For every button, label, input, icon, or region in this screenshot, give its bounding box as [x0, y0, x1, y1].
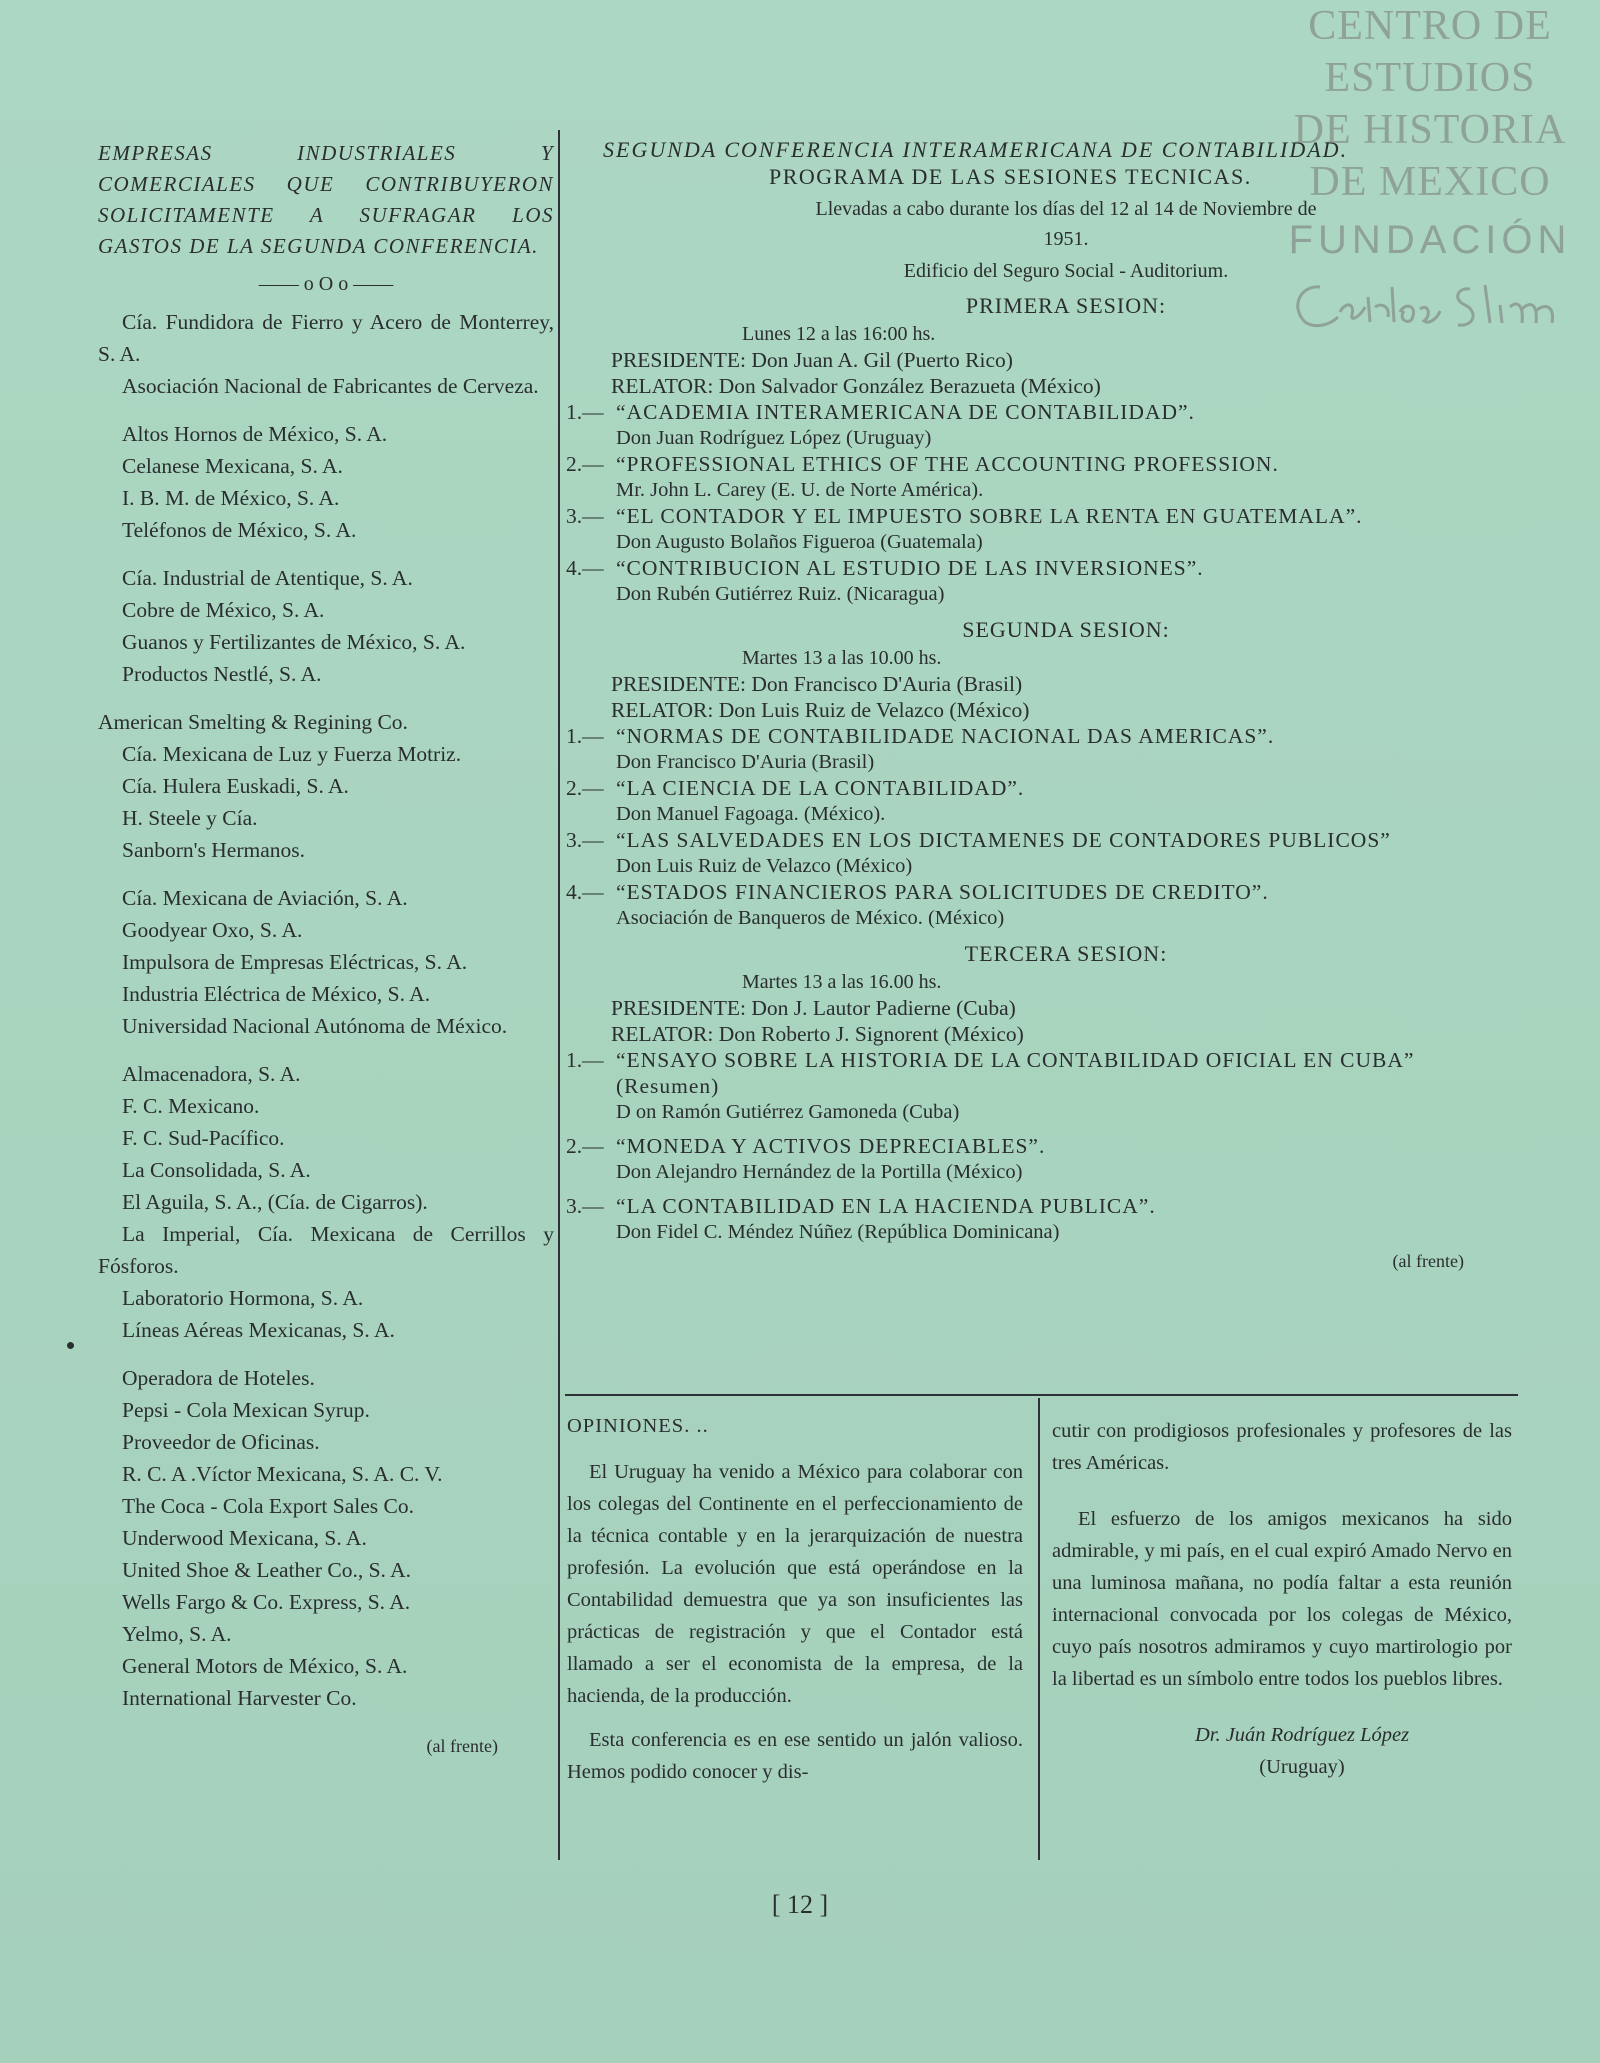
talk-title: “LAS SALVEDADES EN LOS DICTAMENES DE CONTADORES PUBLICOS”	[616, 828, 1391, 852]
opinion-paragraph: Esta conferencia es en ese sentido un jalón valioso. Hemos podido conocer y dis-	[567, 1729, 1023, 1783]
sessions-list	[566, 291, 1516, 1245]
program-section	[566, 136, 1516, 1272]
contributor-item: R. C. A .Víctor Mexicana, S. A. C. V.	[122, 1462, 443, 1486]
talk-number: 3.—	[566, 828, 604, 852]
opinions-column-left	[567, 1410, 1023, 1800]
talk-item	[566, 723, 1516, 775]
program-title: SEGUNDA CONFERENCIA INTERAMERICANA DE CONTABILIDAD.	[603, 137, 1349, 162]
session-president: PRESIDENTE: Don J. Lautor Padierne (Cuba)	[611, 996, 1016, 1020]
talk-item	[566, 1133, 1516, 1185]
watermark-line: CENTRO DE	[1308, 3, 1552, 49]
opinion-paragraph: El Uruguay ha venido a México para colaborar con los colegas del Continente en el perfeccionamiento de la técnica contable y en la jerarquización de nuestra profesión. La evolución que está operándose en la Contabilidad demuestra que ya son insuficientes las prácticas de registración y que el Contador está llamado a ser el economista de la empresa, de la hacienda, de la producción.	[567, 1461, 1023, 1707]
watermark-fundacion: FUNDACIÓN	[1288, 218, 1572, 262]
ink-mark	[66, 1341, 75, 1350]
talk-author: Mr. John L. Carey (E. U. de Norte América).	[616, 479, 984, 501]
talk-title: “PROFESSIONAL ETHICS OF THE ACCOUNTING PROFESSION.	[616, 452, 1279, 476]
contributor-item: Industria Eléctrica de México, S. A.	[122, 982, 431, 1006]
talk-number: 2.—	[566, 452, 604, 476]
continued-note: (al frente)	[426, 1736, 498, 1756]
opinion-paragraph: El esfuerzo de los amigos mexicanos ha sido admirable, y mi país, en el cual expiró Amado Nervo en una luminosa mañana, no podía faltar a esta reunión internacional convocada por los colegas de México, cuyo país nosotros admiramos y cuyo martirologio por la libertad es un símbolo entre todos los pueblos libres.	[1052, 1508, 1512, 1690]
contributor-item: International Harvester Co.	[122, 1686, 357, 1710]
contributor-item: F. C. Mexicano.	[122, 1094, 260, 1118]
column-rule	[1038, 1398, 1040, 1860]
column-rule	[558, 130, 560, 1860]
talk-number: 2.—	[566, 776, 604, 800]
signature-name: Dr. Juán Rodríguez López	[1194, 1724, 1410, 1746]
section-rule	[565, 1394, 1518, 1396]
contributor-item: Sanborn's Hermanos.	[122, 838, 306, 862]
talk-author: Don Rubén Gutiérrez Ruiz. (Nicaragua)	[616, 583, 945, 605]
talk-item	[566, 399, 1516, 451]
contributor-item: La Imperial, Cía. Mexicana de Cerrillos y Fósforos.	[98, 1222, 554, 1278]
talk-number: 1.—	[566, 1048, 604, 1072]
contributor-item: Pepsi - Cola Mexican Syrup.	[122, 1398, 370, 1422]
talk-item	[566, 1047, 1516, 1125]
contributor-group	[98, 706, 554, 866]
contributor-item: Proveedor de Oficinas.	[122, 1430, 320, 1454]
contributor-item: American Smelting & Regining Co.	[98, 710, 408, 734]
contributor-item: Universidad Nacional Autónoma de México.	[122, 1014, 508, 1038]
talk-title: “NORMAS DE CONTABILIDADE NACIONAL DAS AMERICAS”.	[616, 724, 1275, 748]
talk-title: “CONTRIBUCION AL ESTUDIO DE LAS INVERSIONES”.	[616, 556, 1204, 580]
separator: —— o O o ——	[258, 273, 394, 295]
spacer	[566, 1125, 1516, 1133]
talk-title: “ACADEMIA INTERAMERICANA DE CONTABILIDAD”.	[616, 400, 1195, 424]
contributors-list	[98, 306, 554, 1714]
talk-number: 3.—	[566, 504, 604, 528]
talk-number: 4.—	[566, 556, 604, 580]
session-relator: RELATOR: Don Luis Ruiz de Velazco (México)	[611, 698, 1030, 722]
contributor-item: Líneas Aéreas Mexicanas, S. A.	[122, 1318, 395, 1342]
contributor-group	[98, 306, 554, 402]
session-president: PRESIDENTE: Don Francisco D'Auria (Brasil)	[611, 672, 1023, 696]
contributor-group	[98, 1362, 554, 1714]
contributor-item: General Motors de México, S. A.	[122, 1654, 408, 1678]
talk-title: “MONEDA Y ACTIVOS DEPRECIABLES”.	[616, 1134, 1046, 1158]
contributors-column	[98, 138, 554, 1762]
session-relator: RELATOR: Don Roberto J. Signorent (México)	[611, 1022, 1024, 1046]
contributor-item: Yelmo, S. A.	[122, 1622, 232, 1646]
contributor-group	[98, 418, 554, 546]
contributor-item: Operadora de Hoteles.	[122, 1366, 315, 1390]
contributor-item: Productos Nestlé, S. A.	[122, 662, 322, 686]
talk-item	[566, 451, 1516, 503]
spacer	[566, 1185, 1516, 1193]
contributor-item: La Consolidada, S. A.	[122, 1158, 311, 1182]
contributor-group	[98, 1058, 554, 1346]
contributor-item: Guanos y Fertilizantes de México, S. A.	[122, 630, 466, 654]
contributor-item: H. Steele y Cía.	[122, 806, 258, 830]
talk-author: Don Francisco D'Auria (Brasil)	[616, 751, 875, 773]
contributor-item: F. C. Sud-Pacífico.	[122, 1126, 285, 1150]
talk-item	[566, 827, 1516, 879]
contributor-item: Wells Fargo & Co. Express, S. A.	[122, 1590, 411, 1614]
program-dates: Llevadas a cabo durante los días del 12 al 14 de Noviembre de 1951.	[815, 198, 1317, 250]
session-relator: RELATOR: Don Salvador González Berazueta (México)	[611, 374, 1101, 398]
opinions-title: OPINIONES. ..	[567, 1415, 709, 1437]
contributor-item: El Aguila, S. A., (Cía. de Cigarros).	[122, 1190, 428, 1214]
talk-item	[566, 879, 1516, 931]
contributor-item: Altos Hornos de México, S. A.	[122, 422, 388, 446]
contributor-item: Asociación Nacional de Fabricantes de Cerveza.	[122, 374, 539, 398]
contributor-item: Laboratorio Hormona, S. A.	[122, 1286, 364, 1310]
contributor-item: Almacenadora, S. A.	[122, 1062, 301, 1086]
talk-item	[566, 503, 1516, 555]
signature-country: (Uruguay)	[1259, 1756, 1345, 1778]
talk-number: 4.—	[566, 880, 604, 904]
talk-title: “ENSAYO SOBRE LA HISTORIA DE LA CONTABILIDAD OFICIAL EN CUBA” (Resumen)	[616, 1048, 1415, 1098]
talk-number: 2.—	[566, 1134, 604, 1158]
contributors-heading: EMPRESAS INDUSTRIALES Y COMERCIALES QUE CONTRIBUYERON SOLICITAMENTE A SUFRAGAR LOS GASTOS DE LA SEGUNDA CONFERENCIA.	[98, 141, 554, 258]
talk-author: D on Ramón Gutiérrez Gamoneda (Cuba)	[616, 1101, 960, 1123]
talk-author: Don Manuel Fagoaga. (México).	[616, 803, 886, 825]
talk-title: “ESTADOS FINANCIEROS PARA SOLICITUDES DE CREDITO”.	[616, 880, 1269, 904]
contributor-item: United Shoe & Leather Co., S. A.	[122, 1558, 412, 1582]
talk-number: 3.—	[566, 1194, 604, 1218]
talk-author: Don Fidel C. Méndez Núñez (República Dominicana)	[616, 1221, 1060, 1243]
contributor-item: Cía. Mexicana de Aviación, S. A.	[122, 886, 408, 910]
watermark-line: DE MEXICO	[1309, 159, 1551, 205]
contributor-item: Celanese Mexicana, S. A.	[122, 454, 343, 478]
page-number: [ 12 ]	[771, 1890, 829, 1919]
talk-author: Asociación de Banqueros de México. (México)	[616, 907, 1005, 929]
opinions-column-right	[1052, 1415, 1512, 1783]
talk-title: “LA CONTABILIDAD EN LA HACIENDA PUBLICA”.	[616, 1194, 1156, 1218]
program-venue: Edificio del Seguro Social - Auditorium.	[903, 260, 1229, 282]
session-president: PRESIDENTE: Don Juan A. Gil (Puerto Rico)	[611, 348, 1013, 372]
talk-author: Don Luis Ruiz de Velazco (México)	[616, 855, 913, 877]
contributor-item: Cía. Hulera Euskadi, S. A.	[122, 774, 349, 798]
continued-note: (al frente)	[1392, 1251, 1464, 1271]
talk-item	[566, 775, 1516, 827]
contributor-item: Impulsora de Empresas Eléctricas, S. A.	[122, 950, 468, 974]
contributor-item: Cobre de México, S. A.	[122, 598, 325, 622]
contributor-group	[98, 882, 554, 1042]
session-time: Martes 13 a las 10.00 hs.	[742, 647, 942, 669]
talk-number: 1.—	[566, 400, 604, 424]
session-time: Martes 13 a las 16.00 hs.	[742, 971, 942, 993]
contributor-item: I. B. M. de México, S. A.	[122, 486, 340, 510]
program-subtitle: PROGRAMA DE LAS SESIONES TECNICAS.	[769, 164, 1252, 189]
contributor-group	[98, 562, 554, 690]
contributor-item: Cía. Fundidora de Fierro y Acero de Monterrey, S. A.	[98, 310, 554, 366]
talk-item	[566, 555, 1516, 607]
talk-title: “EL CONTADOR Y EL IMPUESTO SOBRE LA RENTA EN GUATEMALA”.	[616, 504, 1363, 528]
contributor-item: Teléfonos de México, S. A.	[122, 518, 357, 542]
talk-item	[566, 1193, 1516, 1245]
talk-author: Don Alejandro Hernández de la Portilla (México)	[616, 1161, 1023, 1183]
session-heading: SEGUNDA SESION:	[962, 617, 1170, 642]
contributor-item: The Coca - Cola Export Sales Co.	[122, 1494, 414, 1518]
talk-author: Don Augusto Bolaños Figueroa (Guatemala)	[616, 531, 983, 553]
contributor-item: Underwood Mexicana, S. A.	[122, 1526, 367, 1550]
session-heading: PRIMERA SESION:	[965, 293, 1167, 318]
talk-number: 1.—	[566, 724, 604, 748]
watermark-line: ESTUDIOS	[1324, 55, 1536, 101]
watermark-line: DE HISTORIA	[1293, 107, 1567, 153]
session-time: Lunes 12 a las 16:00 hs.	[742, 323, 936, 345]
contributor-item: Goodyear Oxo, S. A.	[122, 918, 303, 942]
session-heading: TERCERA SESION:	[964, 941, 1168, 966]
talk-author: Don Juan Rodríguez López (Uruguay)	[616, 427, 932, 449]
talk-title: “LA CIENCIA DE LA CONTABILIDAD”.	[616, 776, 1025, 800]
contributor-item: Cía. Industrial de Atentique, S. A.	[122, 566, 413, 590]
opinion-paragraph: cutir con prodigiosos profesionales y profesores de las tres Américas.	[1052, 1420, 1512, 1474]
contributor-item: Cía. Mexicana de Luz y Fuerza Motriz.	[122, 742, 462, 766]
